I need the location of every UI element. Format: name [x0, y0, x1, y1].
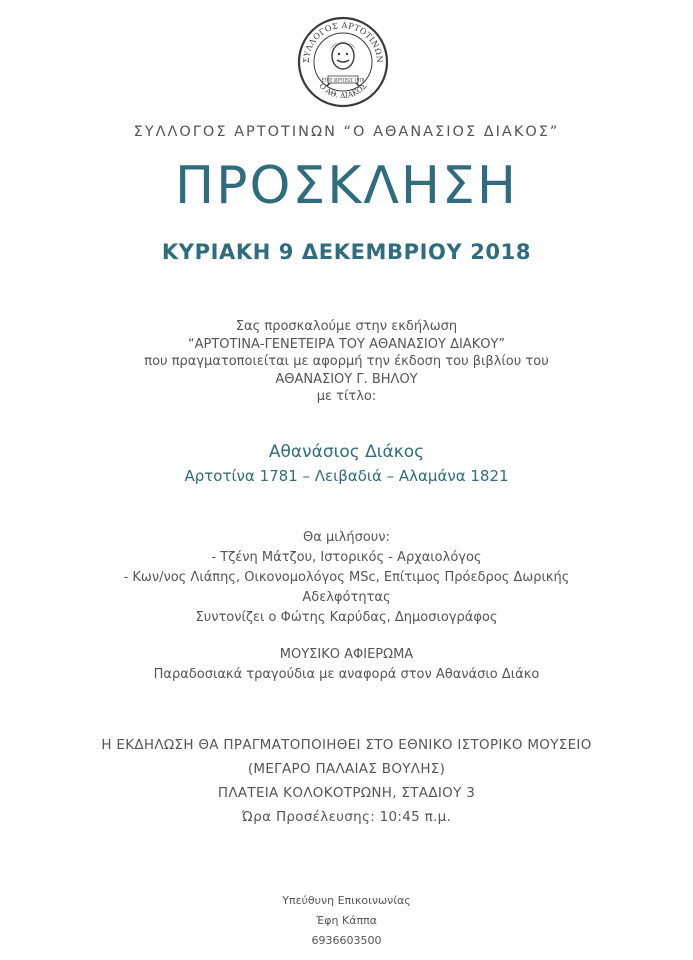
book-subtitle: Αρτοτίνα 1781 – Λειβαδιά – Αλαμάνα 1821: [184, 467, 509, 485]
event-date: ΚΥΡΙΑΚΗ 9 ΔΕΚΕΜΒΡΙΟΥ 2018: [161, 240, 532, 264]
svg-text:ΕΤΟΣ ΙΔΡΥΣΕΩΣ 1978: ΕΤΟΣ ΙΔΡΥΣΕΩΣ 1978: [321, 77, 365, 83]
music-tribute-block: [0, 645, 693, 685]
speakers-block: [0, 528, 693, 628]
intro-line: με τίτλο:: [316, 389, 377, 404]
society-seal-logo: [297, 16, 389, 108]
venue-block: [0, 733, 693, 829]
intro-line: ΑΘΑΝΑΣΙΟΥ Γ. ΒΗΛΟΥ: [275, 371, 418, 387]
speakers-line: Αδελφότητας: [302, 590, 391, 605]
intro-line: Σας προσκαλούμε στην εκδήλωση: [235, 319, 458, 334]
society-name: ΣΥΛΛΟΓΟΣ ΑΡΤΟΤΙΝΩΝ “Ο ΑΘΑΝΑΣΙΟΣ ΔΙΑΚΟΣ”: [133, 124, 560, 140]
music-description: Παραδοσιακά τραγούδια με αναφορά στον Αθανάσιο Διάκο: [153, 667, 540, 682]
svg-text:Ο ΑΘ. ΔΙΑΚΟΣ: Ο ΑΘ. ΔΙΑΚΟΣ: [317, 81, 369, 101]
venue-line: (ΜΕΓΑΡΟ ΠΑΛΑΙΑΣ ΒΟΥΛΗΣ): [247, 761, 446, 777]
contact-name: Έφη Κάππα: [316, 914, 377, 927]
speakers-line: Θα μιλήσουν:: [303, 530, 390, 545]
venue-line: ΠΛΑΤΕΙΑ ΚΟΛΟΚΟΤΡΩΝΗ, ΣΤΑΔΙΟΥ 3: [217, 785, 476, 801]
music-heading: ΜΟΥΣΙΚΟ ΑΦΙΕΡΩΜΑ: [279, 647, 414, 662]
invitation-title: ΠΡΟΣΚΛΗΣΗ: [175, 156, 518, 216]
venue-line: Η ΕΚΔΗΛΩΣΗ ΘΑ ΠΡΑΓΜΑΤΟΠΟΙΗΘΕΙ ΣΤΟ ΕΘΝΙΚΟ ΙΣΤΟΡΙΚΟ ΜΟΥΣΕΙΟ: [101, 737, 592, 753]
invitation-intro: [0, 318, 693, 406]
contact-phone: 6936603500: [311, 934, 382, 947]
intro-line: που πραγματοποιείται με αφορμή την έκδοση του βιβλίου του: [144, 354, 549, 369]
speakers-line: - Κων/νος Λιάπης, Οικονομολόγος MSc, Επίτιμος Πρόεδρος Δωρικής: [123, 570, 570, 585]
speakers-line: - Τζένη Μάτζου, Ιστορικός - Αρχαιολόγος: [211, 550, 482, 565]
book-title: Αθανάσιος Διάκος: [268, 442, 425, 462]
book-title-block: [0, 440, 693, 488]
contact-block: [0, 891, 693, 951]
contact-role: Υπεύθυνη Επικοινωνίας: [282, 894, 411, 907]
arrival-time: Ώρα Προσέλευσης: 10:45 π.μ.: [241, 809, 452, 825]
intro-line: “ΑΡΤΟΤΙΝΑ-ΓΕΝΕΤΕΙΡΑ ΤΟΥ ΑΘΑΝΑΣΙΟΥ ΔΙΑΚΟΥ”: [187, 336, 506, 352]
svg-text:ΣΥΛΛΟΓΟΣ ΑΡΤΟΤΙΝΩΝ: ΣΥΛΛΟΓΟΣ ΑΡΤΟΤΙΝΩΝ: [301, 20, 385, 64]
speakers-line: Συντονίζει ο Φώτης Καρύδας, Δημοσιογράφος: [195, 610, 498, 625]
